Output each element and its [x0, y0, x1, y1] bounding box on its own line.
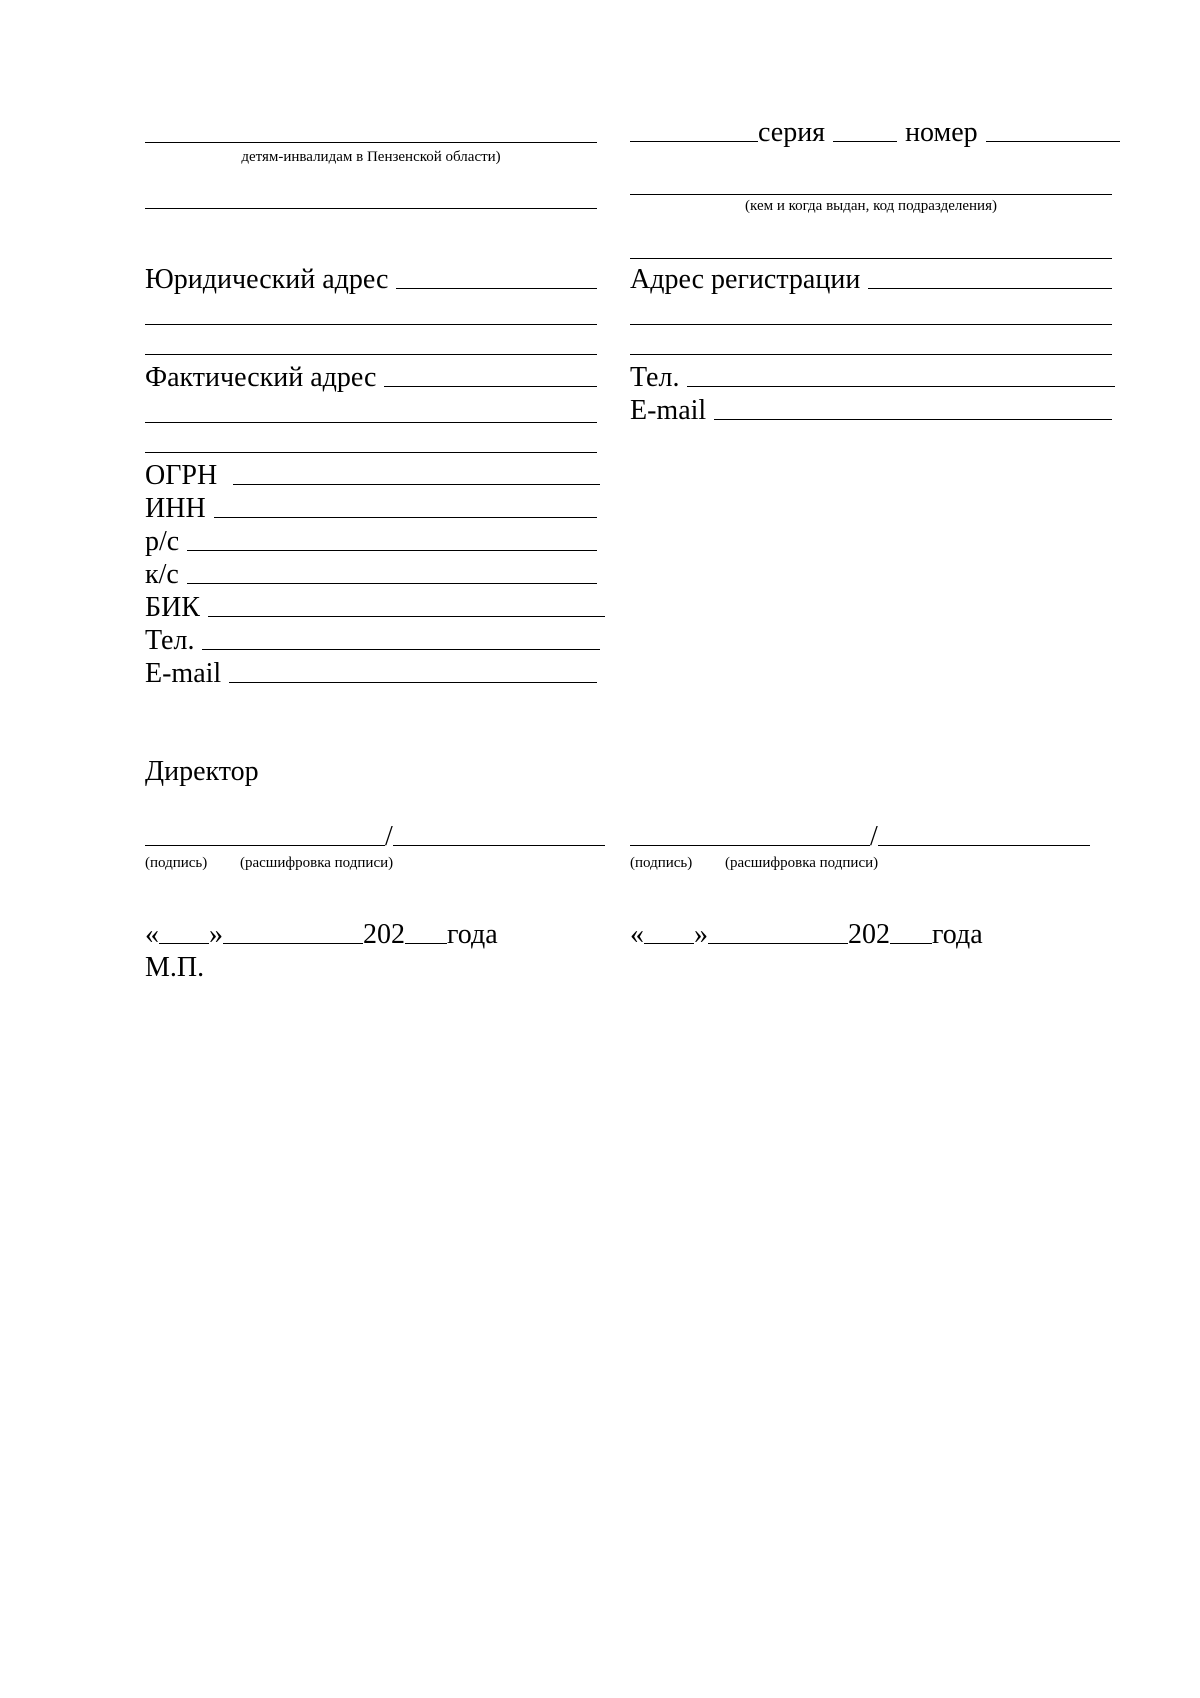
left-date-year-prefix: 202 — [363, 919, 405, 950]
left-signature-row — [145, 822, 605, 852]
right-date-close: » — [694, 919, 708, 950]
passport-series-field[interactable] — [833, 141, 897, 142]
right-date-year-field[interactable] — [890, 943, 932, 944]
rs-row — [145, 527, 597, 557]
inn-row — [145, 494, 597, 524]
ks-label: к/с — [145, 559, 179, 590]
left-email-field[interactable] — [229, 682, 597, 683]
bik-label: БИК — [145, 592, 200, 623]
right-date-open: « — [630, 919, 644, 950]
rs-field[interactable] — [187, 550, 597, 551]
reg-address-line-2[interactable] — [630, 306, 1112, 325]
ogrn-label: ОГРН — [145, 460, 218, 491]
actual-address-row — [145, 363, 597, 393]
left-blank-line-1 — [145, 124, 597, 143]
ogrn-field[interactable] — [233, 484, 600, 485]
reg-address-label: Адрес регистрации — [630, 264, 861, 295]
reg-address-field[interactable] — [868, 288, 1112, 289]
right-tel-field[interactable] — [687, 386, 1115, 387]
left-email-label: E-mail — [145, 658, 222, 689]
right-tel-label: Тел. — [630, 362, 680, 393]
issued-by-line-2[interactable] — [630, 240, 1112, 259]
left-signature-caption-decoding: (расшифровка подписи) — [240, 855, 394, 871]
right-date-day-field[interactable] — [644, 943, 694, 944]
left-blank-line-2 — [145, 190, 597, 209]
actual-address-field[interactable] — [384, 386, 597, 387]
ogrn-row — [145, 461, 600, 491]
right-date-month-field[interactable] — [708, 943, 848, 944]
bik-row — [145, 593, 605, 623]
left-date-month-field[interactable] — [223, 943, 363, 944]
passport-number-field[interactable] — [986, 141, 1120, 142]
reg-address-row — [630, 265, 1112, 295]
ks-row — [145, 560, 597, 590]
left-email-row — [145, 659, 597, 689]
left-date-row — [145, 920, 545, 950]
right-tel-row — [630, 363, 1115, 393]
stamp-label: М.П. — [145, 952, 205, 983]
right-signature-caption-sign: (подпись) — [630, 855, 693, 871]
legal-address-row — [145, 265, 597, 295]
right-signature-slash: / — [870, 821, 878, 852]
right-date-suffix: года — [932, 919, 983, 950]
legal-address-field[interactable] — [396, 288, 597, 289]
legal-address-line-3[interactable] — [145, 336, 597, 355]
rs-label: р/с — [145, 526, 180, 557]
ks-field[interactable] — [187, 583, 597, 584]
right-signature-decoding-field[interactable] — [878, 845, 1090, 846]
right-email-row — [630, 396, 1112, 426]
left-signature-caption-sign: (подпись) — [145, 855, 208, 871]
left-tel-label: Тел. — [145, 625, 195, 656]
right-email-field[interactable] — [714, 419, 1112, 420]
director-label: Директор — [145, 756, 259, 787]
reg-address-line-3[interactable] — [630, 336, 1112, 355]
passport-prefix-field[interactable] — [630, 141, 758, 142]
right-date-year-prefix: 202 — [848, 919, 890, 950]
left-signature-slash: / — [385, 821, 393, 852]
left-date-close: » — [209, 919, 223, 950]
legal-address-label: Юридический адрес — [145, 264, 389, 295]
issued-by-line[interactable] — [630, 176, 1112, 195]
inn-field[interactable] — [214, 517, 597, 518]
left-signature-field[interactable] — [145, 845, 385, 846]
legal-address-line-2[interactable] — [145, 306, 597, 325]
left-tel-row — [145, 626, 600, 656]
left-signature-decoding-field[interactable] — [393, 845, 605, 846]
actual-address-label: Фактический адрес — [145, 362, 377, 393]
issued-by-caption: (кем и когда выдан, код подразделения) — [745, 198, 997, 214]
right-signature-field[interactable] — [630, 845, 870, 846]
left-date-day-field[interactable] — [159, 943, 209, 944]
left-date-year-field[interactable] — [405, 943, 447, 944]
passport-row — [630, 118, 1120, 148]
left-date-open: « — [145, 919, 159, 950]
right-date-row — [630, 920, 1030, 950]
right-signature-row — [630, 822, 1090, 852]
right-email-label: E-mail — [630, 395, 707, 426]
passport-series-label: серия — [758, 117, 826, 148]
left-date-suffix: года — [447, 919, 498, 950]
bik-field[interactable] — [208, 616, 605, 617]
right-signature-caption-decoding: (расшифровка подписи) — [725, 855, 879, 871]
left-top-caption: детям-инвалидам в Пензенской области) — [241, 149, 501, 165]
actual-address-line-2[interactable] — [145, 404, 597, 423]
left-tel-field[interactable] — [202, 649, 600, 650]
passport-number-label: номер — [905, 117, 978, 148]
actual-address-line-3[interactable] — [145, 434, 597, 453]
inn-label: ИНН — [145, 493, 206, 524]
